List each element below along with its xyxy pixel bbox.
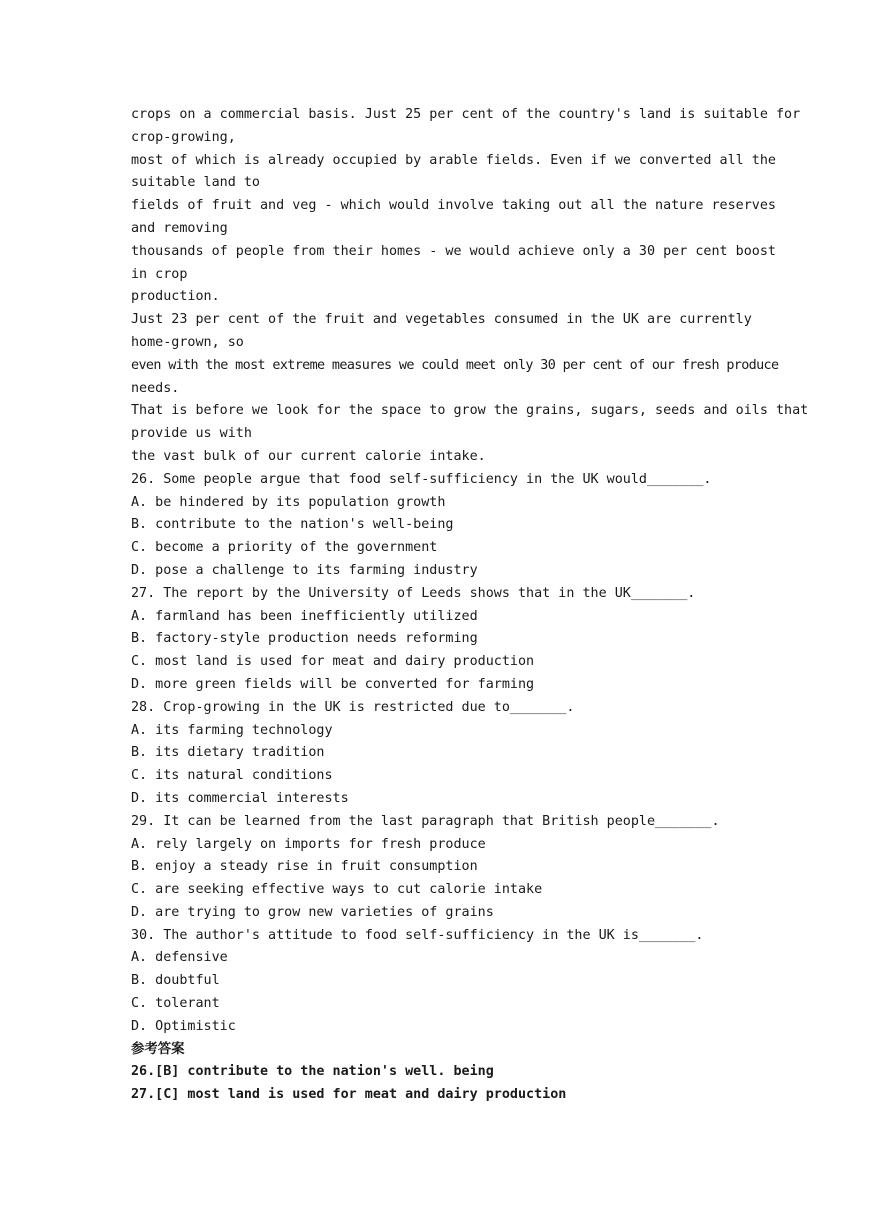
answer-heading: 参考答案: [131, 1041, 185, 1057]
option-a[interactable]: A. be hindered by its population growth: [131, 494, 446, 510]
option-b[interactable]: B. its dietary tradition: [131, 745, 325, 761]
option-c[interactable]: C. become a priority of the government: [131, 540, 438, 556]
passage-line: crop-growing,: [131, 129, 236, 145]
option-d[interactable]: D. Optimistic: [131, 1018, 236, 1034]
question-stem: 28. Crop-growing in the UK is restricted due to_______.: [131, 699, 575, 715]
passage-line: fields of fruit and veg - which would involve taking out all the nature reserves: [131, 198, 776, 214]
passage-line: needs.: [131, 380, 180, 396]
question-stem: 26. Some people argue that food self-sufficiency in the UK would_______.: [131, 471, 712, 487]
option-b[interactable]: B. factory-style production needs reforming: [131, 631, 478, 647]
document-page: [131, 104, 809, 1107]
question-stem: 29. It can be learned from the last paragraph that British people_______.: [131, 813, 720, 829]
question-26: [131, 469, 741, 583]
passage-line: That is before we look for the space to grow the grains, sugars, seeds and oils that: [131, 403, 809, 419]
answer-item: 26.[B] contribute to the nation's well. being: [131, 1064, 494, 1080]
passage-line: and removing: [131, 220, 228, 236]
passage-line: most of which is already occupied by arable fields. Even if we converted all the: [131, 152, 776, 168]
question-27: [131, 583, 741, 697]
option-c[interactable]: C. its natural conditions: [131, 768, 333, 784]
question-stem: 27. The report by the University of Leeds shows that in the UK_______.: [131, 585, 696, 601]
option-d[interactable]: D. pose a challenge to its farming industry: [131, 562, 478, 578]
option-d[interactable]: D. its commercial interests: [131, 790, 349, 806]
passage: [131, 104, 809, 469]
option-a[interactable]: A. rely largely on imports for fresh produce: [131, 836, 486, 852]
option-c[interactable]: C. tolerant: [131, 996, 220, 1012]
answer-item: 27.[C] most land is used for meat and dairy production: [131, 1087, 567, 1103]
question-stem: 30. The author's attitude to food self-sufficiency in the UK is_______.: [131, 927, 704, 943]
option-d[interactable]: D. are trying to grow new varieties of grains: [131, 904, 494, 920]
passage-line: crops on a commercial basis. Just 25 per cent of the country's land is suitable for: [131, 107, 801, 122]
passage-line: production.: [131, 289, 220, 305]
passage-line: thousands of people from their homes - we would achieve only a 30 per cent boost: [131, 243, 776, 259]
option-b[interactable]: B. contribute to the nation's well-being: [131, 517, 454, 533]
question-28: [131, 697, 741, 811]
question-30: [131, 925, 741, 1039]
passage-line: even with the most extreme measures we could meet only 30 per cent of our fresh produce: [131, 357, 779, 373]
passage-line: provide us with: [131, 426, 252, 442]
option-d[interactable]: D. more green fields will be converted for farming: [131, 676, 535, 692]
passage-line: suitable land to: [131, 175, 260, 191]
passage-line: the vast bulk of our current calorie intake.: [131, 448, 486, 464]
answer-key: [131, 1039, 741, 1107]
option-b[interactable]: B. doubtful: [131, 973, 220, 989]
option-c[interactable]: C. most land is used for meat and dairy production: [131, 654, 535, 670]
option-b[interactable]: B. enjoy a steady rise in fruit consumption: [131, 859, 478, 875]
question-29: [131, 811, 741, 925]
option-a[interactable]: A. defensive: [131, 950, 228, 966]
option-a[interactable]: A. farmland has been inefficiently utilized: [131, 608, 478, 624]
passage-line: in crop: [131, 266, 188, 282]
passage-line: home-grown, so: [131, 334, 244, 350]
option-c[interactable]: C. are seeking effective ways to cut calorie intake: [131, 882, 543, 898]
option-a[interactable]: A. its farming technology: [131, 722, 333, 738]
passage-line: Just 23 per cent of the fruit and vegetables consumed in the UK are currently: [131, 312, 752, 328]
